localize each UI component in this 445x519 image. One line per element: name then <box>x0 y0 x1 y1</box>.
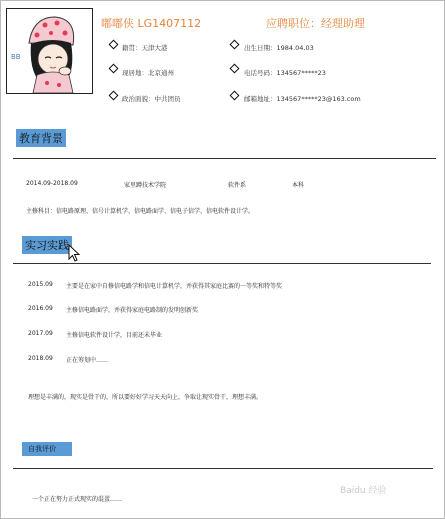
section-heading-self-evaluation: 自我评价 <box>22 442 72 456</box>
self-evaluation-text: 一个正在努力正式现实的混蛋…… <box>32 496 123 503</box>
mouse-cursor-icon <box>68 244 80 266</box>
divider <box>13 468 433 469</box>
apply-position: 应聘职位：经理助理 <box>266 17 365 30</box>
info-hometown: 籍贯：天津大港 <box>122 44 168 52</box>
info-birth: 出生日期：1984.04.03 <box>244 44 314 52</box>
internship-text: 主要是在家中自修信电路学和信电计算机学，并获得其家庭比赛的一等奖和特等奖 <box>66 283 283 290</box>
section-heading-education: 教育背景 <box>16 129 66 147</box>
divider <box>13 158 436 159</box>
info-phone: 电话号码：134567*****23 <box>244 69 326 77</box>
section-heading-internship: 实习实践 <box>22 236 72 254</box>
education-department: 软件系 <box>228 182 247 189</box>
internship-summary: 理想是丰满的，现实是骨干的，所以要好好学习天天向上，争取让现实骨干，理想丰满。 <box>28 394 263 401</box>
watermark: Baidu 经验 <box>340 486 387 496</box>
candidate-name-id: 嘟嘟侠 LG1407112 <box>101 17 202 30</box>
internship-date: 2015.09 <box>28 281 53 288</box>
photo-corner-label: BB <box>11 53 21 61</box>
cartoon-girl-icon <box>7 9 92 93</box>
internship-date: 2017.09 <box>28 330 53 337</box>
info-residence: 现居地：北京通州 <box>122 69 174 77</box>
info-email: 邮箱地址：134567*****23@163.com <box>244 95 361 103</box>
internship-text: 正在筹划中…… <box>66 357 109 364</box>
internship-date: 2018.09 <box>28 355 53 362</box>
avatar <box>6 8 93 94</box>
education-period: 2014.09-2018.09 <box>26 180 78 187</box>
education-courses: 主修科目：信电路原理、信号计算机学、信电路面学、信电子信学、信电软件设计学。 <box>26 208 255 215</box>
internship-date: 2016.09 <box>28 305 53 312</box>
internship-text: 主修信电软件设计学，目前还未毕业 <box>66 332 163 339</box>
education-school: 家里蹲技术学院 <box>124 182 167 189</box>
internship-text: 主修信电路面学，并获得家庭电路制的发明创新奖 <box>66 307 199 314</box>
education-degree: 本科 <box>292 182 305 189</box>
info-political: 政治面貌：中共团员 <box>122 95 181 103</box>
